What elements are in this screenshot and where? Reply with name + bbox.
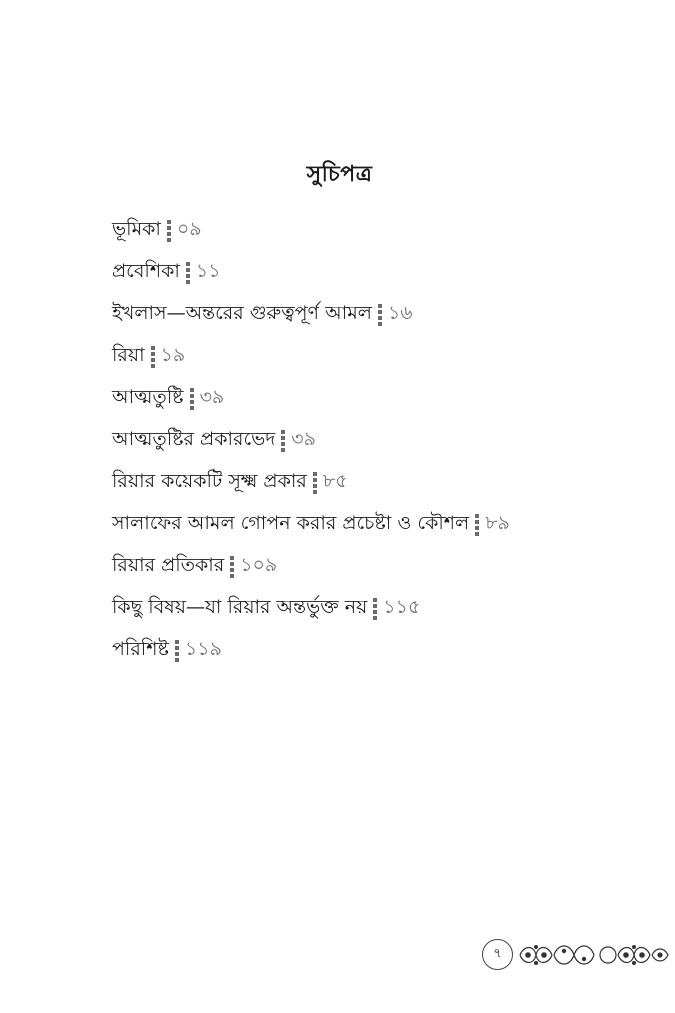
toc-entry xyxy=(112,462,632,504)
toc-entry-title: পরিশিষ্ট xyxy=(112,638,169,660)
toc-entry xyxy=(112,546,632,588)
toc-entry-page: ৩৯ xyxy=(291,428,316,450)
toc-entry xyxy=(112,588,632,630)
toc-entry-page: ১০৯ xyxy=(240,554,278,576)
toc-entry-title: রিয়ার প্রতিকার xyxy=(112,554,225,576)
toc-entry-title: আত্মতুষ্টির প্রকারভেদ xyxy=(112,428,276,450)
toc-entry-title: রিয়া xyxy=(112,344,145,366)
toc-entry xyxy=(112,504,632,546)
toc-entry xyxy=(112,252,632,294)
toc-entry xyxy=(112,630,632,672)
toc-entry-title: ইখলাস—অন্তরের গুরুত্বপূর্ণ আমল xyxy=(112,302,372,324)
toc-entry xyxy=(112,294,632,336)
separator-icon xyxy=(313,472,317,494)
toc-entry-page: ৩৯ xyxy=(199,386,225,408)
separator-icon xyxy=(190,388,194,410)
page-footer xyxy=(480,937,675,973)
toc-entry xyxy=(112,420,632,462)
separator-icon xyxy=(175,640,179,662)
toc-entry-page: ১৬ xyxy=(387,302,413,324)
toc-entry-title: সালাফের আমল গোপন করার প্রচেষ্টা ও কৌশল xyxy=(112,512,470,534)
toc-entry-title: প্রবেশিকা xyxy=(112,260,180,282)
separator-icon xyxy=(373,598,377,620)
toc-entry xyxy=(112,336,632,378)
toc-entry-page: ১১৯ xyxy=(184,638,222,660)
table-of-contents xyxy=(112,210,632,672)
toc-entry-title: রিয়ার কয়েকটি সূক্ষ্ম প্রকার xyxy=(112,470,307,492)
toc-entry-page: ৮৫ xyxy=(322,470,348,492)
separator-icon xyxy=(475,514,479,536)
toc-entry-title: আত্মতুষ্টি xyxy=(112,386,184,408)
toc-entry xyxy=(112,378,632,420)
toc-entry-page: ১১৫ xyxy=(383,596,421,618)
toc-entry-page: ১৯ xyxy=(160,344,186,366)
toc-entry-page: ১১ xyxy=(195,260,221,282)
page-title: সুচিপত্র xyxy=(306,161,373,187)
toc-entry xyxy=(112,210,632,252)
separator-icon xyxy=(186,262,190,284)
toc-entry-page: ৮৯ xyxy=(485,512,510,534)
separator-icon xyxy=(230,556,234,578)
separator-icon xyxy=(167,220,171,242)
decorative-border-icon xyxy=(516,937,671,973)
separator-icon xyxy=(281,430,285,452)
page-number: ৭ xyxy=(482,939,513,970)
toc-entry-title: কিছু বিষয়—যা রিয়ার অন্তর্ভুক্ত নয় xyxy=(112,596,368,618)
separator-icon xyxy=(151,346,155,368)
toc-entry-title: ভূমিকা xyxy=(112,218,161,240)
separator-icon xyxy=(378,304,382,326)
toc-entry-page: ০৯ xyxy=(176,218,202,240)
